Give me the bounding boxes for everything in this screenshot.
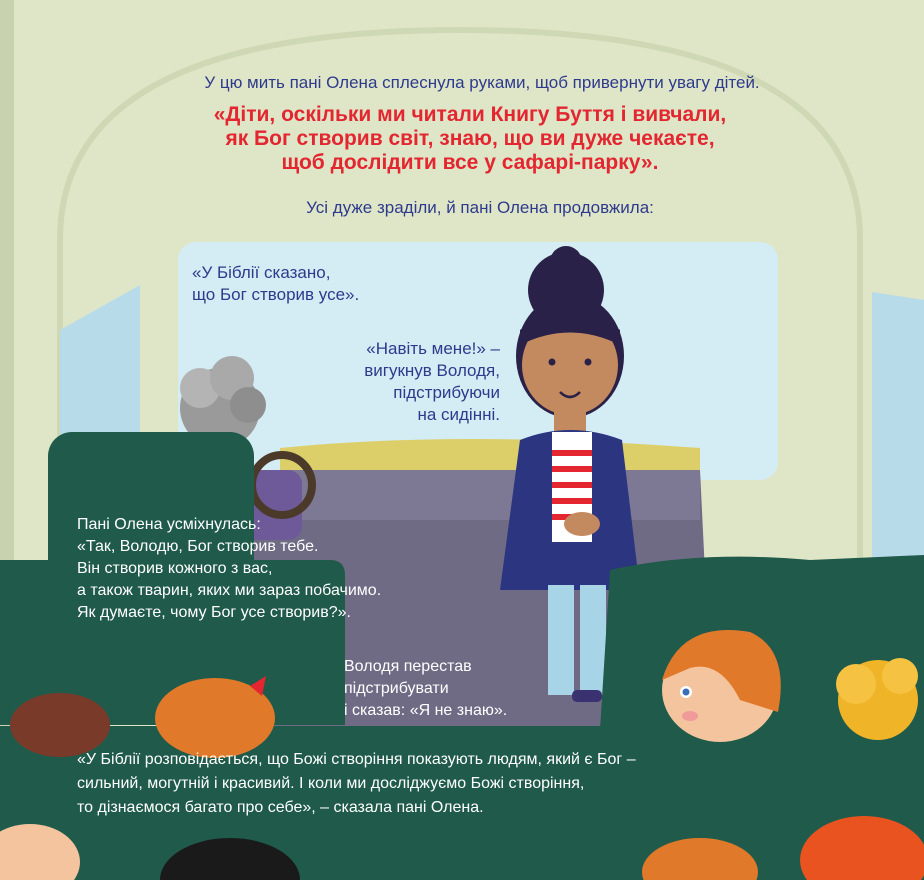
volodya-shout-line: вигукнув Володя, (364, 361, 500, 380)
teacher-quote-line: як Бог створив світ, знаю, що ви дуже чекаєте, (225, 127, 715, 150)
volodya-shout-line: підстрибуючи (393, 383, 500, 402)
volodya-stopped-line: і сказав: «Я не знаю». (344, 702, 508, 719)
olena-smiled-line: «Так, Володю, Бог створив тебе. (77, 538, 319, 555)
closing-line: то дізнаємося багато про себе», – сказала пані Олена. (77, 799, 484, 816)
olena-smiled-line: а також тварин, яких ми зараз побачимо. (77, 582, 382, 599)
olena-smiled-line: Він створив кожного з вас, (77, 560, 273, 577)
bible-says-line: що Бог створив усе». (192, 285, 360, 304)
teacher-quote (150, 103, 790, 175)
intro-text: У цю мить пані Олена сплеснула руками, щоб привернути увагу дітей. (204, 73, 760, 92)
teacher-quote-line: щоб дослідити все у сафарі-парку». (281, 151, 659, 174)
closing-line: «У Біблії розповідається, що Божі створіння показують людям, який є Бог – (77, 751, 636, 768)
closing-line: сильний, могутній і красивий. І коли ми досліджуємо Божі створіння, (77, 775, 585, 792)
closing-text (77, 748, 636, 820)
bible-says-line: «У Біблії сказано, (192, 263, 331, 282)
volodya-shout-line: на сидінні. (417, 405, 500, 424)
teacher-quote-line: «Діти, оскільки ми читали Книгу Буття і вивчали, (213, 103, 727, 126)
bible-says-text (192, 262, 359, 306)
olena-smiled-line: Пані Олена усміхнулась: (77, 516, 261, 533)
volodya-stopped-text (344, 656, 507, 722)
olena-smiled-text (77, 514, 381, 624)
right-side-window (872, 292, 924, 560)
olena-smiled-line: Як думаєте, чому Бог усе створив?». (77, 604, 351, 621)
volodya-stopped-line: Володя перестав (344, 658, 472, 675)
reaction-text: Усі дуже зраділи, й пані Олена продовжила: (306, 198, 654, 217)
volodya-shout-line: «Навіть мене!» – (366, 339, 500, 358)
volodya-shout-text (300, 338, 500, 426)
volodya-stopped-line: підстрибувати (344, 680, 449, 697)
